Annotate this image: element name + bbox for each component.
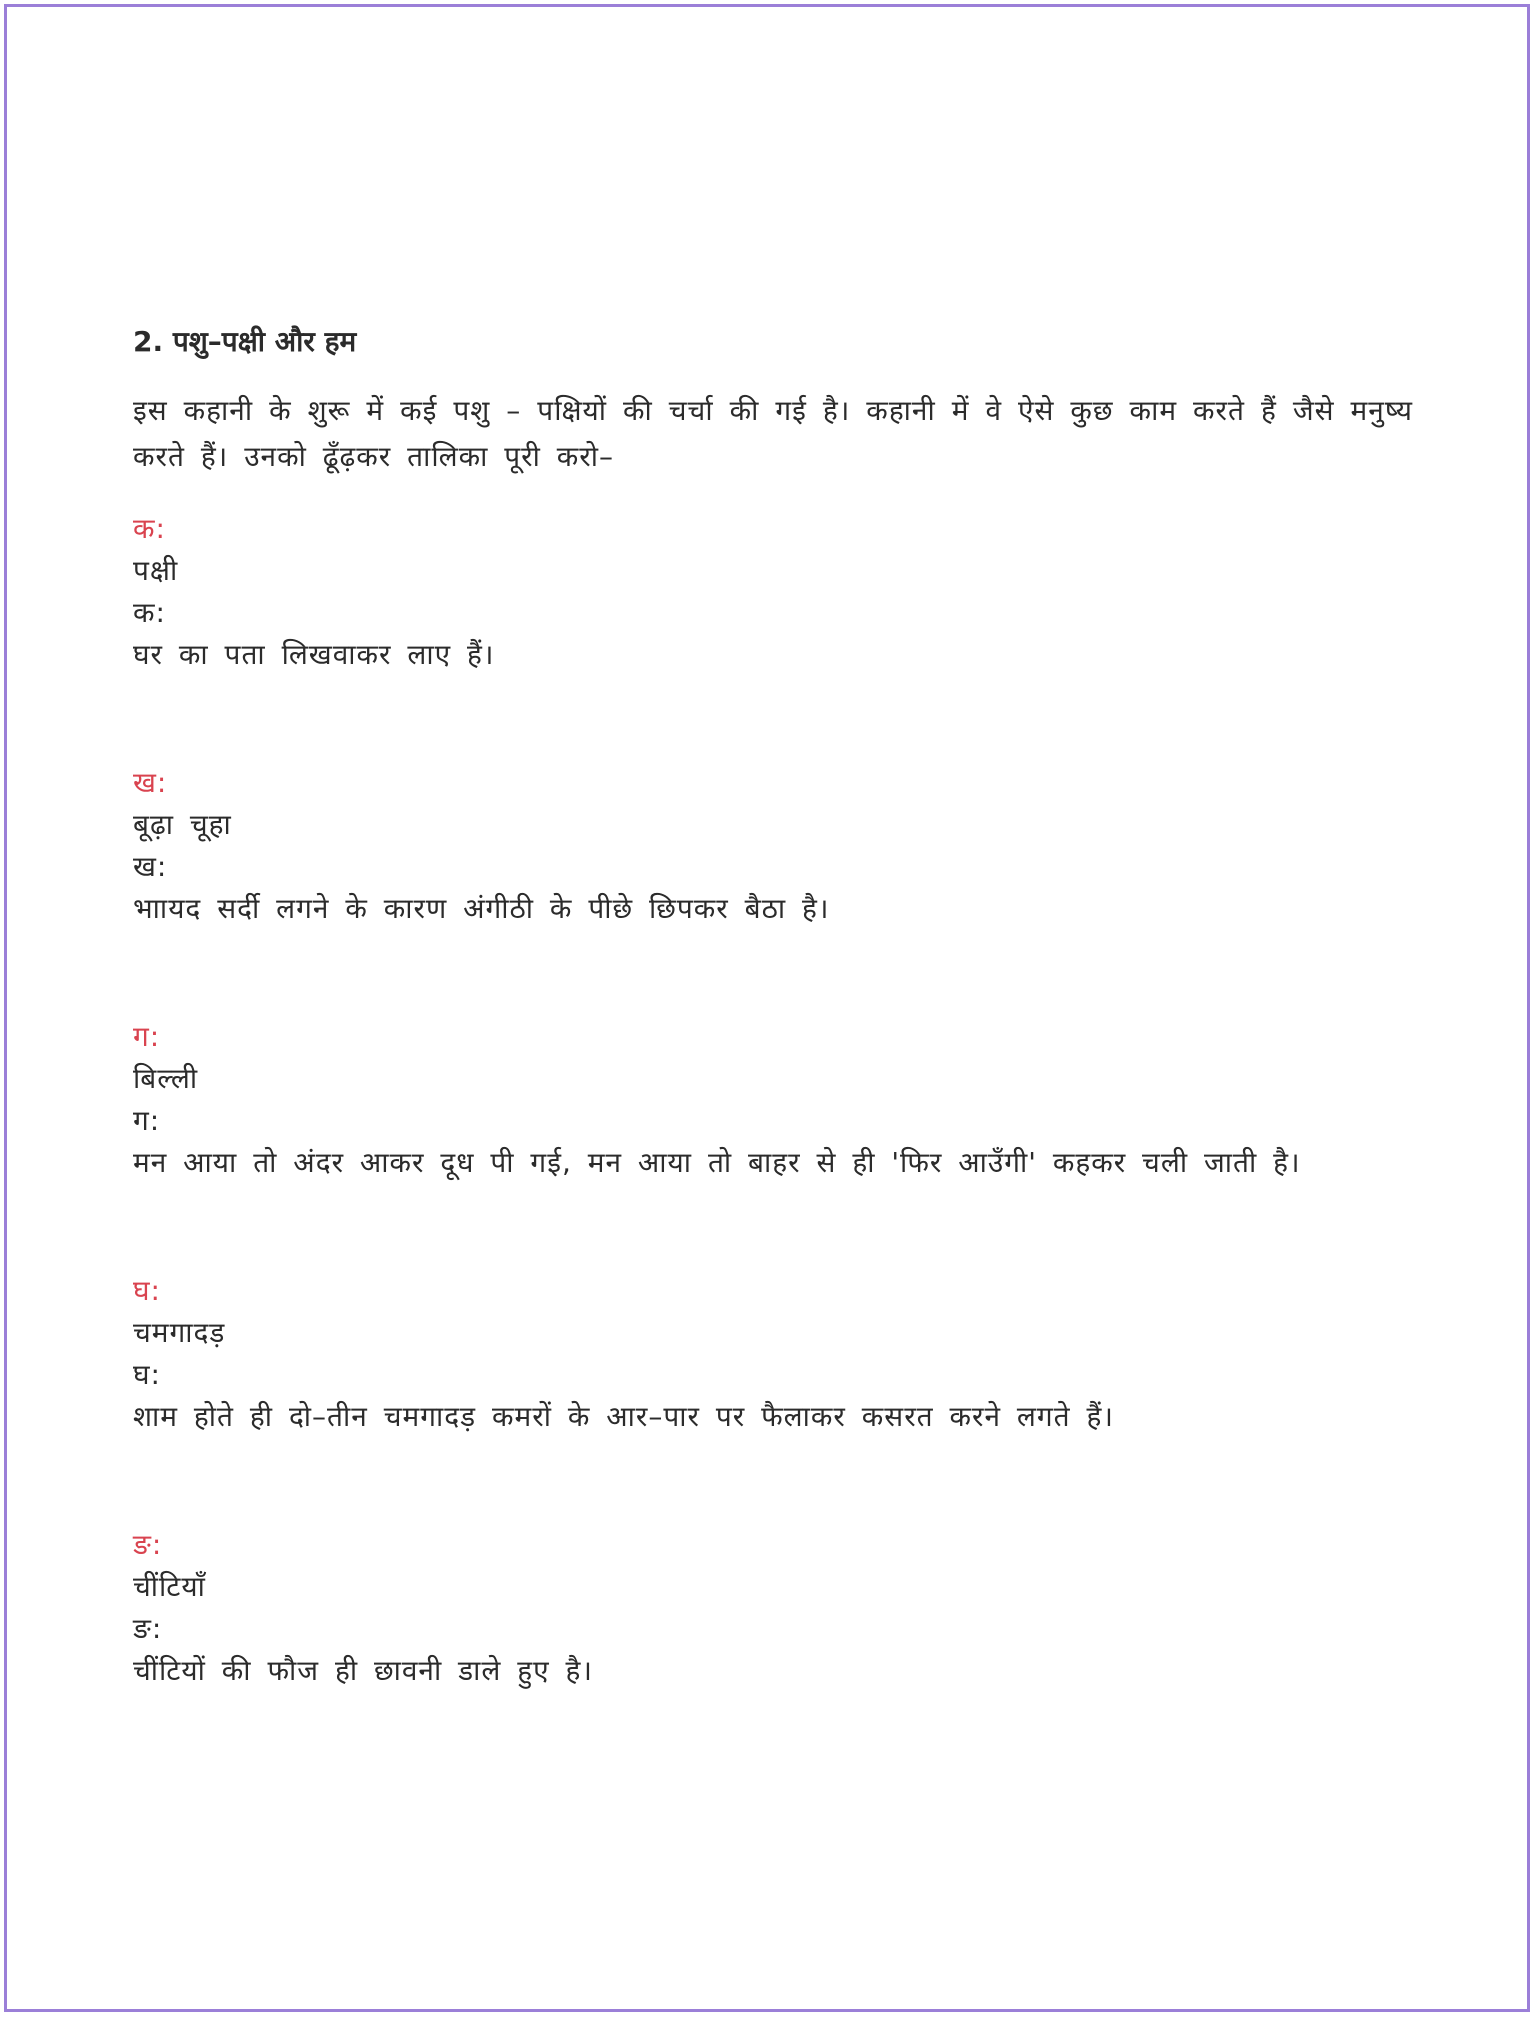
list-item — [133, 508, 1413, 676]
item-answer-marker: क: — [133, 596, 166, 629]
list-item — [133, 1016, 1413, 1184]
item-animal: बूढ़ा चूहा — [133, 808, 232, 841]
item-answer: घर का पता लिखवाकर लाए हैं। — [133, 638, 495, 671]
item-answer: शाम होते ही दो–तीन चमगादड़ कमरों के आर–पार पर फैलाकर कसरत करने लगते हैं। — [133, 1400, 1114, 1433]
item-answer-marker: ख: — [133, 850, 168, 883]
item-animal: चमगादड़ — [133, 1316, 226, 1349]
item-answer-marker: ग: — [133, 1104, 161, 1137]
item-marker: घ: — [133, 1274, 161, 1307]
item-animal: बिल्ली — [133, 1062, 199, 1095]
item-marker: ङ: — [133, 1528, 163, 1561]
item-marker: ख: — [133, 766, 168, 799]
item-answer: मन आया तो अंदर आकर दूध पी गई, मन आया तो बाहर से ही 'फिर आउँगी' कहकर चली जाती है। — [133, 1146, 1301, 1179]
item-marker: ग: — [133, 1020, 161, 1053]
item-animal: पक्षी — [133, 554, 179, 587]
item-answer-marker: ङ: — [133, 1612, 163, 1645]
list-item — [133, 1524, 1413, 1692]
item-animal: चींटियाँ — [133, 1570, 206, 1603]
item-answer-marker: घ: — [133, 1358, 161, 1391]
list-item — [133, 1270, 1413, 1438]
item-answer: भाायद सर्दी लगने के कारण अंगीठी के पीछे छिपकर बैठा है। — [133, 892, 830, 925]
document-content — [133, 322, 1413, 1692]
item-answer: चींटियों की फौज ही छावनी डाले हुए है। — [133, 1654, 593, 1687]
intro-paragraph: इस कहानी के शुरू में कई पशु – पक्षियों की चर्चा की गई है। कहानी में वे ऐसे कुछ काम करते हैं जैसे मनुष्य करते हैं। उनको ढूँढ़कर तालिका पूरी करो– — [133, 394, 1413, 473]
item-marker: क: — [133, 512, 166, 545]
section-title: 2. पशु–पक्षी और हम — [133, 325, 357, 358]
list-item — [133, 762, 1413, 930]
